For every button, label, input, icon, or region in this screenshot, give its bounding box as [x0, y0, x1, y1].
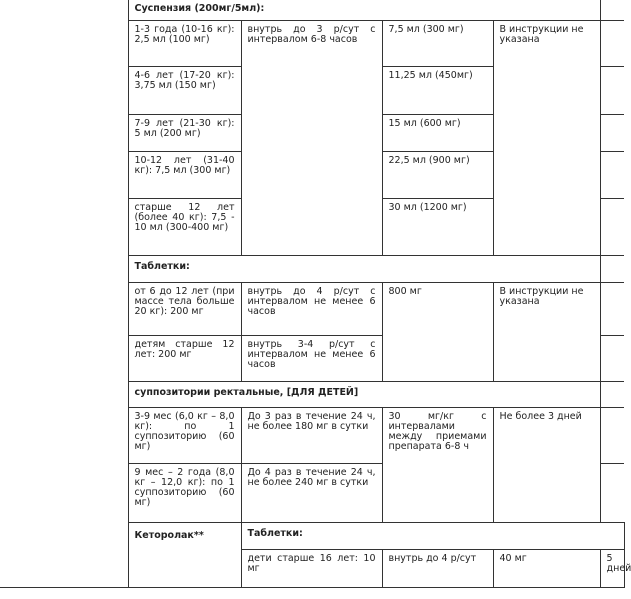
extra-cell	[600, 21, 624, 67]
max-dose-cell: 22,5 мл (900 мг)	[382, 152, 493, 199]
age-dose-cell: старше 12 лет (более 40 кг): 7,5 - 10 мл (300-400 мг)	[128, 199, 241, 256]
age-dose-cell: 7-9 лет (21-30 кг): 5 мл (200 мг)	[128, 115, 241, 152]
max-dose-cell: 7,5 мл (300 мг)	[382, 21, 493, 67]
max-dose-cell: 40 мг	[493, 550, 600, 588]
drug-name-cell-ibuprofen	[0, 0, 128, 588]
mode-cell: внутрь 3-4 р/сут с интервалом не менее 6 часов	[241, 336, 382, 382]
extra-cell	[600, 256, 624, 283]
extra-cell	[600, 336, 624, 382]
extra-cell	[600, 0, 624, 21]
age-dose-cell: детям старше 12 лет: 200 мг	[128, 336, 241, 382]
extra-cell	[600, 382, 624, 408]
extra-cell	[600, 199, 624, 256]
duration-cell: Не более 3 дней	[493, 408, 600, 523]
section-header-ketorolac-tablets: Таблетки:	[241, 523, 624, 550]
extra-cell	[600, 464, 624, 523]
mode-cell: До 3 раз в течение 24 ч, не более 180 мг в сутки	[241, 408, 382, 464]
max-dose-cell: 30 мг/кг с интервалами между приемами препарата 6-8 ч	[382, 408, 493, 523]
section-header-suspension: Суспензия (200мг/5мл):	[128, 0, 600, 21]
age-dose-cell: 9 мес – 2 года (8,0 кг – 12,0 кг): по 1 суппозиторию (60 мг)	[128, 464, 241, 523]
drug-name-cell-ketorolac: Кеторолак**	[128, 523, 241, 588]
mode-cell: внутрь до 4 р/сут	[382, 550, 493, 588]
mode-cell: внутрь до 3 р/сут с интервалом 6-8 часов	[241, 21, 382, 256]
section-header-suppositories: суппозитории ректальные, [ДЛЯ ДЕТЕЙ]	[128, 382, 600, 408]
extra-cell	[600, 283, 624, 336]
max-dose-cell: 11,25 мл (450мг)	[382, 67, 493, 115]
age-dose-cell: 1-3 года (10-16 кг): 2,5 мл (100 мг)	[128, 21, 241, 67]
age-dose-cell: дети старше 16 лет: 10 мг	[241, 550, 382, 588]
max-dose-cell: 15 мл (600 мг)	[382, 115, 493, 152]
max-dose-cell: 30 мл (1200 мг)	[382, 199, 493, 256]
extra-cell	[600, 152, 624, 199]
duration-cell: 5 дней	[600, 550, 624, 588]
duration-cell: В инструкции не указана	[493, 283, 600, 382]
age-dose-cell: 4-6 лет (17-20 кг): 3,75 мл (150 мг)	[128, 67, 241, 115]
extra-cell	[600, 115, 624, 152]
extra-cell	[600, 67, 624, 115]
max-dose-cell: 800 мг	[382, 283, 493, 382]
duration-cell: В инструкции не указана	[493, 21, 600, 256]
extra-cell	[600, 408, 624, 464]
mode-cell: До 4 раз в течение 24 ч, не более 240 мг в сутки	[241, 464, 382, 523]
section-header-tablets: Таблетки:	[128, 256, 600, 283]
mode-cell: внутрь до 4 р/сут с интервалом не менее 6 часов	[241, 283, 382, 336]
age-dose-cell: 3-9 мес (6,0 кг – 8,0 кг): по 1 суппозиторию (60 мг)	[128, 408, 241, 464]
age-dose-cell: 10-12 лет (31-40 кг): 7,5 мл (300 мг)	[128, 152, 241, 199]
age-dose-cell: от 6 до 12 лет (при массе тела больше 20 кг): 200 мг	[128, 283, 241, 336]
